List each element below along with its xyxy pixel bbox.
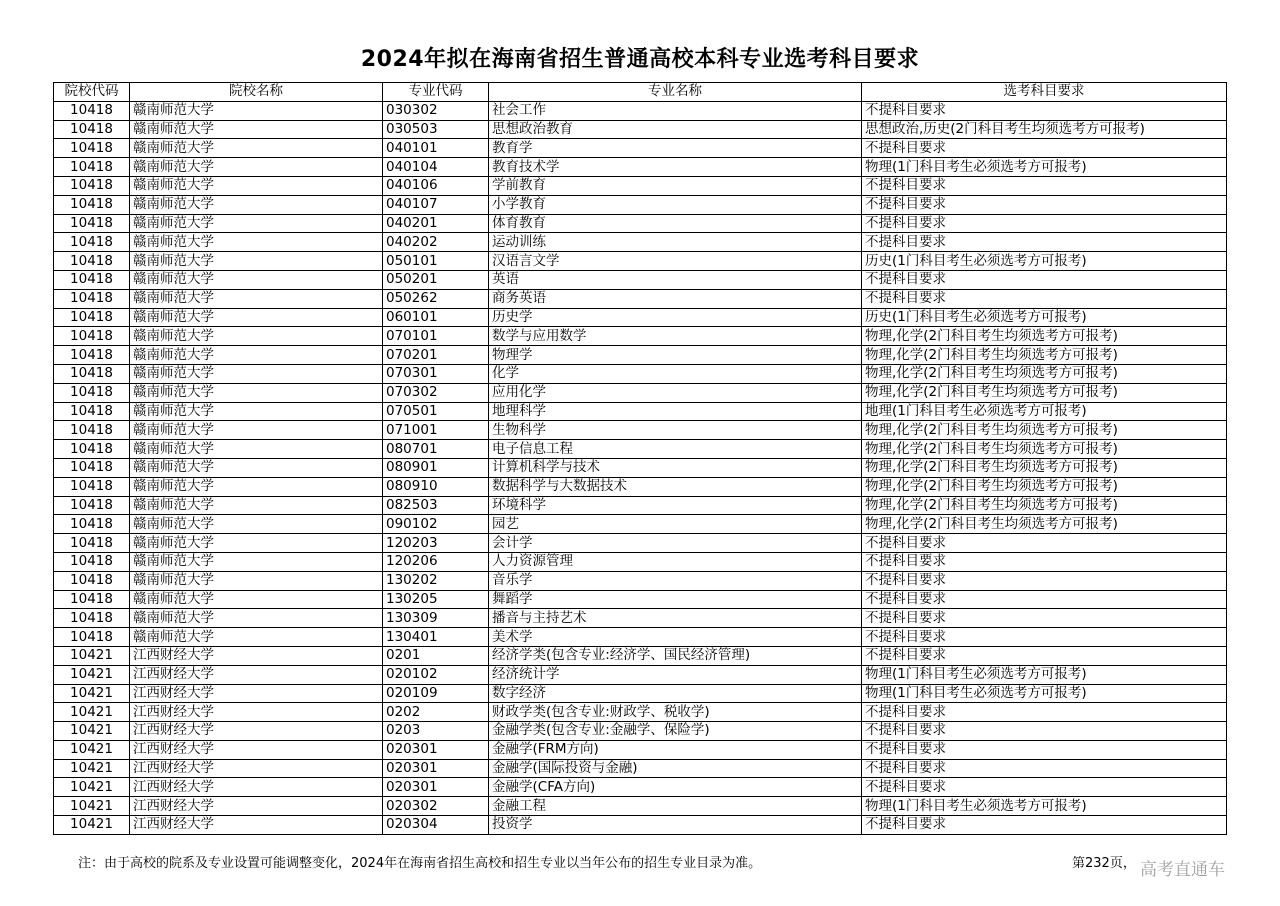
school-name-cell: 江西财经大学 [130, 816, 383, 835]
major-code-cell: 071001 [383, 421, 489, 440]
table-row [54, 252, 1227, 271]
major-name-cell: 教育学 [489, 139, 862, 158]
school-code-cell: 10418 [54, 364, 130, 383]
school-code-cell: 10418 [54, 270, 130, 289]
major-name-cell: 金融学(国际投资与金融) [489, 759, 862, 778]
major-code-cell: 082503 [383, 496, 489, 515]
subject-requirement-cell: 地理(1门科目考生必须选考方可报考) [862, 402, 1227, 421]
major-code-cell: 030503 [383, 120, 489, 139]
subject-requirement-cell: 不提科目要求 [862, 740, 1227, 759]
subject-requirement-cell: 思想政治,历史(2门科目考生均须选考方可报考) [862, 120, 1227, 139]
school-code-cell: 10421 [54, 703, 130, 722]
major-code-cell: 040202 [383, 233, 489, 252]
school-name-cell: 江西财经大学 [130, 722, 383, 741]
major-name-cell: 会计学 [489, 534, 862, 553]
column-header-subject-requirement: 选考科目要求 [862, 83, 1227, 102]
school-name-cell: 赣南师范大学 [130, 364, 383, 383]
school-name-cell: 赣南师范大学 [130, 120, 383, 139]
school-name-cell: 赣南师范大学 [130, 252, 383, 271]
subject-requirement-cell: 物理,化学(2门科目考生均须选考方可报考) [862, 477, 1227, 496]
major-code-cell: 040104 [383, 158, 489, 177]
school-code-cell: 10418 [54, 139, 130, 158]
school-name-cell: 赣南师范大学 [130, 270, 383, 289]
page-number: 第232页， [1072, 856, 1136, 871]
major-name-cell: 生物科学 [489, 421, 862, 440]
major-code-cell: 130309 [383, 609, 489, 628]
major-name-cell: 投资学 [489, 816, 862, 835]
subject-requirement-cell: 物理(1门科目考生必须选考方可报考) [862, 797, 1227, 816]
column-header-school-name: 院校名称 [130, 83, 383, 102]
major-code-cell: 130202 [383, 571, 489, 590]
major-name-cell: 数据科学与大数据技术 [489, 477, 862, 496]
major-name-cell: 电子信息工程 [489, 440, 862, 459]
subject-requirement-cell: 物理(1门科目考生必须选考方可报考) [862, 158, 1227, 177]
school-name-cell: 赣南师范大学 [130, 195, 383, 214]
major-name-cell: 应用化学 [489, 383, 862, 402]
table-row [54, 364, 1227, 383]
major-code-cell: 020301 [383, 740, 489, 759]
school-code-cell: 10418 [54, 515, 130, 534]
major-code-cell: 080910 [383, 477, 489, 496]
table-row [54, 139, 1227, 158]
major-code-cell: 030302 [383, 101, 489, 120]
table-row [54, 552, 1227, 571]
subject-requirement-cell: 不提科目要求 [862, 176, 1227, 195]
table-row [54, 402, 1227, 421]
table-row [54, 101, 1227, 120]
school-name-cell: 江西财经大学 [130, 778, 383, 797]
column-header-school-code: 院校代码 [54, 83, 130, 102]
subject-requirement-cell: 不提科目要求 [862, 628, 1227, 647]
subject-requirements-table [53, 82, 1227, 835]
major-name-cell: 历史学 [489, 308, 862, 327]
school-name-cell: 赣南师范大学 [130, 421, 383, 440]
subject-requirement-cell: 物理,化学(2门科目考生均须选考方可报考) [862, 383, 1227, 402]
table-row [54, 609, 1227, 628]
school-code-cell: 10418 [54, 590, 130, 609]
table-row [54, 496, 1227, 515]
school-code-cell: 10421 [54, 684, 130, 703]
subject-requirement-cell: 物理,化学(2门科目考生均须选考方可报考) [862, 496, 1227, 515]
school-code-cell: 10421 [54, 816, 130, 835]
subject-requirement-cell: 不提科目要求 [862, 233, 1227, 252]
school-name-cell: 赣南师范大学 [130, 552, 383, 571]
major-code-cell: 020302 [383, 797, 489, 816]
major-name-cell: 社会工作 [489, 101, 862, 120]
school-code-cell: 10418 [54, 233, 130, 252]
major-code-cell: 090102 [383, 515, 489, 534]
column-header-major-code: 专业代码 [383, 83, 489, 102]
major-name-cell: 播音与主持艺术 [489, 609, 862, 628]
school-code-cell: 10418 [54, 421, 130, 440]
school-code-cell: 10418 [54, 195, 130, 214]
school-name-cell: 江西财经大学 [130, 759, 383, 778]
school-name-cell: 赣南师范大学 [130, 101, 383, 120]
major-code-cell: 070101 [383, 327, 489, 346]
school-code-cell: 10421 [54, 778, 130, 797]
school-name-cell: 赣南师范大学 [130, 515, 383, 534]
table-body [54, 101, 1227, 834]
subject-requirement-cell: 不提科目要求 [862, 571, 1227, 590]
subject-requirement-cell: 不提科目要求 [862, 722, 1227, 741]
subject-requirement-cell: 不提科目要求 [862, 759, 1227, 778]
school-name-cell: 赣南师范大学 [130, 571, 383, 590]
subject-requirement-cell: 不提科目要求 [862, 214, 1227, 233]
major-code-cell: 130401 [383, 628, 489, 647]
major-code-cell: 070501 [383, 402, 489, 421]
table-row [54, 421, 1227, 440]
school-name-cell: 赣南师范大学 [130, 496, 383, 515]
major-code-cell: 070302 [383, 383, 489, 402]
school-code-cell: 10418 [54, 571, 130, 590]
subject-requirement-cell: 不提科目要求 [862, 139, 1227, 158]
school-code-cell: 10418 [54, 440, 130, 459]
major-code-cell: 070301 [383, 364, 489, 383]
school-name-cell: 江西财经大学 [130, 703, 383, 722]
major-code-cell: 050201 [383, 270, 489, 289]
school-code-cell: 10421 [54, 759, 130, 778]
major-name-cell: 化学 [489, 364, 862, 383]
major-name-cell: 音乐学 [489, 571, 862, 590]
table-row [54, 665, 1227, 684]
school-code-cell: 10418 [54, 458, 130, 477]
table-row [54, 778, 1227, 797]
major-code-cell: 070201 [383, 346, 489, 365]
major-code-cell: 040107 [383, 195, 489, 214]
table-row [54, 195, 1227, 214]
major-code-cell: 060101 [383, 308, 489, 327]
major-code-cell: 050101 [383, 252, 489, 271]
major-code-cell: 0202 [383, 703, 489, 722]
major-name-cell: 汉语言文学 [489, 252, 862, 271]
school-name-cell: 赣南师范大学 [130, 233, 383, 252]
subject-requirement-cell: 不提科目要求 [862, 101, 1227, 120]
subject-requirement-cell: 历史(1门科目考生必须选考方可报考) [862, 308, 1227, 327]
school-name-cell: 赣南师范大学 [130, 609, 383, 628]
table-row [54, 628, 1227, 647]
school-name-cell: 赣南师范大学 [130, 214, 383, 233]
school-code-cell: 10418 [54, 101, 130, 120]
major-name-cell: 经济学类(包含专业:经济学、国民经济管理) [489, 646, 862, 665]
page-title: 2024年拟在海南省招生普通高校本科专业选考科目要求 [360, 47, 920, 72]
school-code-cell: 10418 [54, 383, 130, 402]
school-name-cell: 江西财经大学 [130, 797, 383, 816]
subject-requirement-cell: 不提科目要求 [862, 534, 1227, 553]
major-name-cell: 财政学类(包含专业:财政学、税收学) [489, 703, 862, 722]
school-name-cell: 赣南师范大学 [130, 402, 383, 421]
subject-requirement-cell: 物理(1门科目考生必须选考方可报考) [862, 665, 1227, 684]
school-code-cell: 10421 [54, 722, 130, 741]
table-row [54, 590, 1227, 609]
table-row [54, 759, 1227, 778]
school-code-cell: 10421 [54, 797, 130, 816]
school-code-cell: 10418 [54, 308, 130, 327]
major-code-cell: 120206 [383, 552, 489, 571]
subject-requirement-cell: 不提科目要求 [862, 609, 1227, 628]
major-name-cell: 美术学 [489, 628, 862, 647]
table-header-row [54, 83, 1227, 102]
major-code-cell: 130205 [383, 590, 489, 609]
major-name-cell: 商务英语 [489, 289, 862, 308]
column-header-major-name: 专业名称 [489, 83, 862, 102]
school-code-cell: 10418 [54, 327, 130, 346]
subject-requirement-cell: 不提科目要求 [862, 552, 1227, 571]
subject-requirement-cell: 不提科目要求 [862, 703, 1227, 722]
major-name-cell: 金融学(CFA方向) [489, 778, 862, 797]
major-name-cell: 数学与应用数学 [489, 327, 862, 346]
major-name-cell: 园艺 [489, 515, 862, 534]
school-code-cell: 10418 [54, 252, 130, 271]
major-name-cell: 体育教育 [489, 214, 862, 233]
table-row [54, 816, 1227, 835]
major-code-cell: 020301 [383, 778, 489, 797]
school-name-cell: 赣南师范大学 [130, 139, 383, 158]
school-name-cell: 赣南师范大学 [130, 289, 383, 308]
major-code-cell: 040106 [383, 176, 489, 195]
school-code-cell: 10418 [54, 158, 130, 177]
school-code-cell: 10418 [54, 609, 130, 628]
school-name-cell: 赣南师范大学 [130, 477, 383, 496]
table-row [54, 120, 1227, 139]
school-code-cell: 10418 [54, 402, 130, 421]
major-name-cell: 数字经济 [489, 684, 862, 703]
school-name-cell: 赣南师范大学 [130, 346, 383, 365]
table-row [54, 346, 1227, 365]
table-row [54, 740, 1227, 759]
table-row [54, 703, 1227, 722]
major-code-cell: 040201 [383, 214, 489, 233]
subject-requirement-cell: 不提科目要求 [862, 270, 1227, 289]
school-code-cell: 10418 [54, 534, 130, 553]
school-name-cell: 赣南师范大学 [130, 628, 383, 647]
table-row [54, 515, 1227, 534]
table-row [54, 477, 1227, 496]
major-name-cell: 思想政治教育 [489, 120, 862, 139]
major-code-cell: 020304 [383, 816, 489, 835]
major-name-cell: 人力资源管理 [489, 552, 862, 571]
subject-requirement-cell: 不提科目要求 [862, 646, 1227, 665]
table-row [54, 571, 1227, 590]
major-name-cell: 运动训练 [489, 233, 862, 252]
major-name-cell: 舞蹈学 [489, 590, 862, 609]
major-code-cell: 0201 [383, 646, 489, 665]
school-name-cell: 赣南师范大学 [130, 440, 383, 459]
school-code-cell: 10418 [54, 477, 130, 496]
subject-requirement-cell: 不提科目要求 [862, 195, 1227, 214]
subject-requirement-cell: 物理,化学(2门科目考生均须选考方可报考) [862, 346, 1227, 365]
subject-requirement-cell: 不提科目要求 [862, 289, 1227, 308]
major-name-cell: 学前教育 [489, 176, 862, 195]
table-row [54, 214, 1227, 233]
major-code-cell: 050262 [383, 289, 489, 308]
school-name-cell: 赣南师范大学 [130, 308, 383, 327]
major-code-cell: 040101 [383, 139, 489, 158]
major-name-cell: 计算机科学与技术 [489, 458, 862, 477]
subject-requirement-cell: 不提科目要求 [862, 590, 1227, 609]
table-row [54, 176, 1227, 195]
major-code-cell: 080701 [383, 440, 489, 459]
school-name-cell: 江西财经大学 [130, 684, 383, 703]
table-row [54, 158, 1227, 177]
school-name-cell: 赣南师范大学 [130, 458, 383, 477]
school-code-cell: 10421 [54, 646, 130, 665]
table-row [54, 233, 1227, 252]
school-name-cell: 江西财经大学 [130, 740, 383, 759]
major-name-cell: 小学教育 [489, 195, 862, 214]
major-name-cell: 英语 [489, 270, 862, 289]
school-name-cell: 江西财经大学 [130, 665, 383, 684]
major-code-cell: 020102 [383, 665, 489, 684]
table-row [54, 308, 1227, 327]
major-code-cell: 120203 [383, 534, 489, 553]
major-name-cell: 金融学(FRM方向) [489, 740, 862, 759]
table-row [54, 270, 1227, 289]
subject-requirement-cell: 物理,化学(2门科目考生均须选考方可报考) [862, 421, 1227, 440]
table-row [54, 327, 1227, 346]
subject-requirement-cell: 物理,化学(2门科目考生均须选考方可报考) [862, 440, 1227, 459]
major-name-cell: 地理科学 [489, 402, 862, 421]
subject-requirement-cell: 物理,化学(2门科目考生均须选考方可报考) [862, 327, 1227, 346]
school-name-cell: 赣南师范大学 [130, 327, 383, 346]
school-code-cell: 10421 [54, 665, 130, 684]
school-name-cell: 赣南师范大学 [130, 176, 383, 195]
table-row [54, 534, 1227, 553]
school-code-cell: 10418 [54, 552, 130, 571]
school-code-cell: 10418 [54, 628, 130, 647]
table-row [54, 383, 1227, 402]
major-code-cell: 020109 [383, 684, 489, 703]
school-code-cell: 10418 [54, 289, 130, 308]
school-name-cell: 江西财经大学 [130, 646, 383, 665]
footnote: 注：由于高校的院系及专业设置可能调整变化，2024年在海南省招生高校和招生专业以当年公布的招生专业目录为准。 [78, 856, 762, 871]
school-name-cell: 赣南师范大学 [130, 590, 383, 609]
table-row [54, 684, 1227, 703]
major-code-cell: 0203 [383, 722, 489, 741]
school-name-cell: 赣南师范大学 [130, 158, 383, 177]
school-code-cell: 10421 [54, 740, 130, 759]
major-name-cell: 金融工程 [489, 797, 862, 816]
major-name-cell: 环境科学 [489, 496, 862, 515]
subject-requirement-cell: 不提科目要求 [862, 816, 1227, 835]
school-code-cell: 10418 [54, 120, 130, 139]
major-name-cell: 物理学 [489, 346, 862, 365]
school-name-cell: 赣南师范大学 [130, 383, 383, 402]
subject-requirement-cell: 不提科目要求 [862, 778, 1227, 797]
school-name-cell: 赣南师范大学 [130, 534, 383, 553]
major-code-cell: 080901 [383, 458, 489, 477]
subject-requirement-cell: 物理,化学(2门科目考生均须选考方可报考) [862, 364, 1227, 383]
table-row [54, 797, 1227, 816]
table-row [54, 440, 1227, 459]
major-name-cell: 金融学类(包含专业:金融学、保险学) [489, 722, 862, 741]
school-code-cell: 10418 [54, 496, 130, 515]
major-name-cell: 经济统计学 [489, 665, 862, 684]
table-row [54, 458, 1227, 477]
table-row [54, 289, 1227, 308]
subject-requirement-cell: 物理,化学(2门科目考生均须选考方可报考) [862, 515, 1227, 534]
school-code-cell: 10418 [54, 346, 130, 365]
subject-requirement-cell: 物理,化学(2门科目考生均须选考方可报考) [862, 458, 1227, 477]
subject-requirement-cell: 物理(1门科目考生必须选考方可报考) [862, 684, 1227, 703]
watermark-text: 高考直通车 [1140, 860, 1225, 880]
subject-requirement-cell: 历史(1门科目考生必须选考方可报考) [862, 252, 1227, 271]
school-code-cell: 10418 [54, 214, 130, 233]
major-name-cell: 教育技术学 [489, 158, 862, 177]
school-code-cell: 10418 [54, 176, 130, 195]
major-code-cell: 020301 [383, 759, 489, 778]
table-row [54, 646, 1227, 665]
table-row [54, 722, 1227, 741]
